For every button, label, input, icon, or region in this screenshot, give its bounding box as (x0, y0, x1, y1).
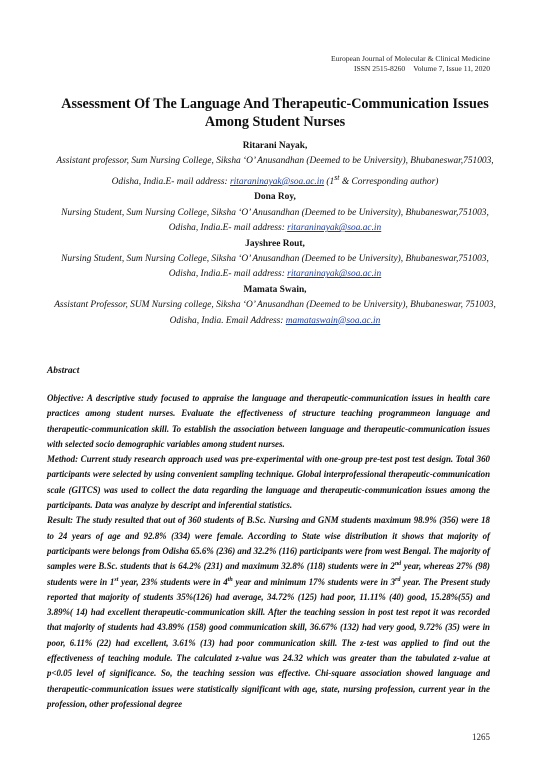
author-affiliation: Nursing Student, Sum Nursing College, Siksha ‘O’ Anusandhan (Deemed to be University), Bhubaneswar,751003, Odisha, India.E- mail address: ritaraninayak@soa.ac.in (61, 207, 489, 234)
paper-title-line-2: Among Student Nurses (204, 114, 346, 130)
author-name: Ritarani Nayak (242, 141, 305, 151)
journal-name: European Journal of Molecular & Clinical Medicine (331, 54, 490, 63)
author-email-link[interactable]: ritaraninayak@soa.ac.in (287, 223, 382, 234)
journal-header (331, 54, 490, 74)
author-name: Mamata Swain (243, 284, 305, 295)
author-block: Jayshree Rout, Nursing Student, Sum Nursing College, Siksha ‘O’ Anusandhan (Deemed to be University), Bhubaneswar,751003, Odisha, India.E- mail address: ritaraninayak@soa.ac.in (52, 237, 498, 283)
abstract-body (47, 391, 490, 712)
journal-issue-line (331, 64, 490, 74)
author-block: Mamata Swain, Assistant Professor, SUM Nursing college, Siksha ‘O’ Anusandhan (Deemed to be University), Bhubaneswar, 751003, Odisha, India. Email Address: mamataswain@soa.ac.in (52, 283, 498, 329)
page-number: 1265 (472, 732, 490, 742)
author-affiliation: Nursing Student, Sum Nursing College, Siksha ‘O’ Anusandhan (Deemed to be University), Bhubaneswar,751003, Odisha, India.E- mail address: ritaraninayak@soa.ac.in (61, 253, 489, 280)
abstract-objective: Objective: A descriptive study focused to appraise the language and therapeutic-communication issues in health care practices among student nurses. Evaluate the effectiveness of structure teaching programmeon language and therapeutic-communication skill. To establish the association between language and therapeutic-communication issues with selected socio demographic variables among student nurses. (47, 393, 490, 449)
author-name: Dona Roy (254, 192, 294, 203)
abstract-result: Result: The study resulted that out of 360 students of B.Sc. Nursing and GNM students maximum 98.9% (356) were 18 to 24 years of age and 92.8% (334) were female. According to State wise distribution it shows that majority of participants were belongs from Odisha 65.6% (236) and 32.2% (116) participants were from west Bengal. The majority of samples were B.Sc. students that is 64.2% (231) and maximum 32.8% (118) students were in 2nd year, whereas 27% (98) students were in 1st year, 23% students were in 4th year and minimum 17% students were in 3rd year. The Present study reported that majority of students 35%(126) had average, 34.72% (125) had poor, 11.11% (40) good, 15.28%(55) and 3.89%( 14) had excellent therapeutic-communication skill. After the teaching session in post test repot it was recorded that majority of students had 43.89% (158) good communication skill, 36.67% (132) had very good, 9.72% (35) were in poor, 6.11% (22) had excellent, 3.61% (13) had poor communication skill. The z-test was applied to find out the effectiveness of teaching module. The calculated z-value was 24.32 which was greater than the tabulated z-value at p<0.05 level of significance. So, the teaching session was effective. Chi-square association showed language and therapeutic-communication issues were statistically significant with age, state, nursing profession, current year in the profession, other professional degree (47, 515, 491, 709)
paper-title (40, 95, 510, 131)
author-affiliation: Assistant Professor, SUM Nursing college, Siksha ‘O’ Anusandhan (Deemed to be University), Bhubaneswar, 751003, Odisha, India. Email Address: mamataswain@soa.ac.in (54, 300, 496, 326)
author-name: Jayshree Rout (245, 238, 303, 249)
journal-issn: ISSN 2515-8260 (353, 64, 406, 73)
author-affiliation: Assistant professor, Sum Nursing College, Siksha ‘O’ Anusandhan (Deemed to be University), Bhubaneswar,751003, Odisha, India.E- mail address: ritaraninayak@soa.ac.in (1st & Corresponding author) (56, 156, 494, 187)
abstract-heading: Abstract (47, 366, 80, 376)
paper-title-line-1: Assessment Of The Language And Therapeutic-Communication Issues (61, 96, 489, 112)
author-email-link[interactable]: mamataswain@soa.ac.in (285, 315, 381, 326)
author-block: Ritarani Nayak, Assistant professor, Sum Nursing College, Siksha ‘O’ Anusandhan (Deemed to be University), Bhubaneswar,751003, Odisha, India.E- mail address: ritaraninayak@soa.ac.in (1st & Corresponding author) (52, 139, 498, 190)
author-email-link[interactable]: ritaraninayak@soa.ac.in (230, 176, 325, 187)
journal-volume: Volume 7, Issue 11, 2020 (413, 64, 490, 73)
author-list (52, 139, 498, 329)
author-email-link[interactable]: ritaraninayak@soa.ac.in (287, 269, 382, 280)
abstract-method: Method: Current study research approach used was pre-experimental with one-group pre-test post test design. Total 360 participants were selected by using convenient sampling technique. Global interprofessional therapeutic-communication scale (GITCS) was used to collect the data regarding the language and therapeutic-communication issues among the participants. Data was analyze by descript and inferential statistics. (47, 454, 490, 511)
author-block: Dona Roy, Nursing Student, Sum Nursing College, Siksha ‘O’ Anusandhan (Deemed to be University), Bhubaneswar,751003, Odisha, India.E- mail address: ritaraninayak@soa.ac.in (52, 190, 498, 236)
